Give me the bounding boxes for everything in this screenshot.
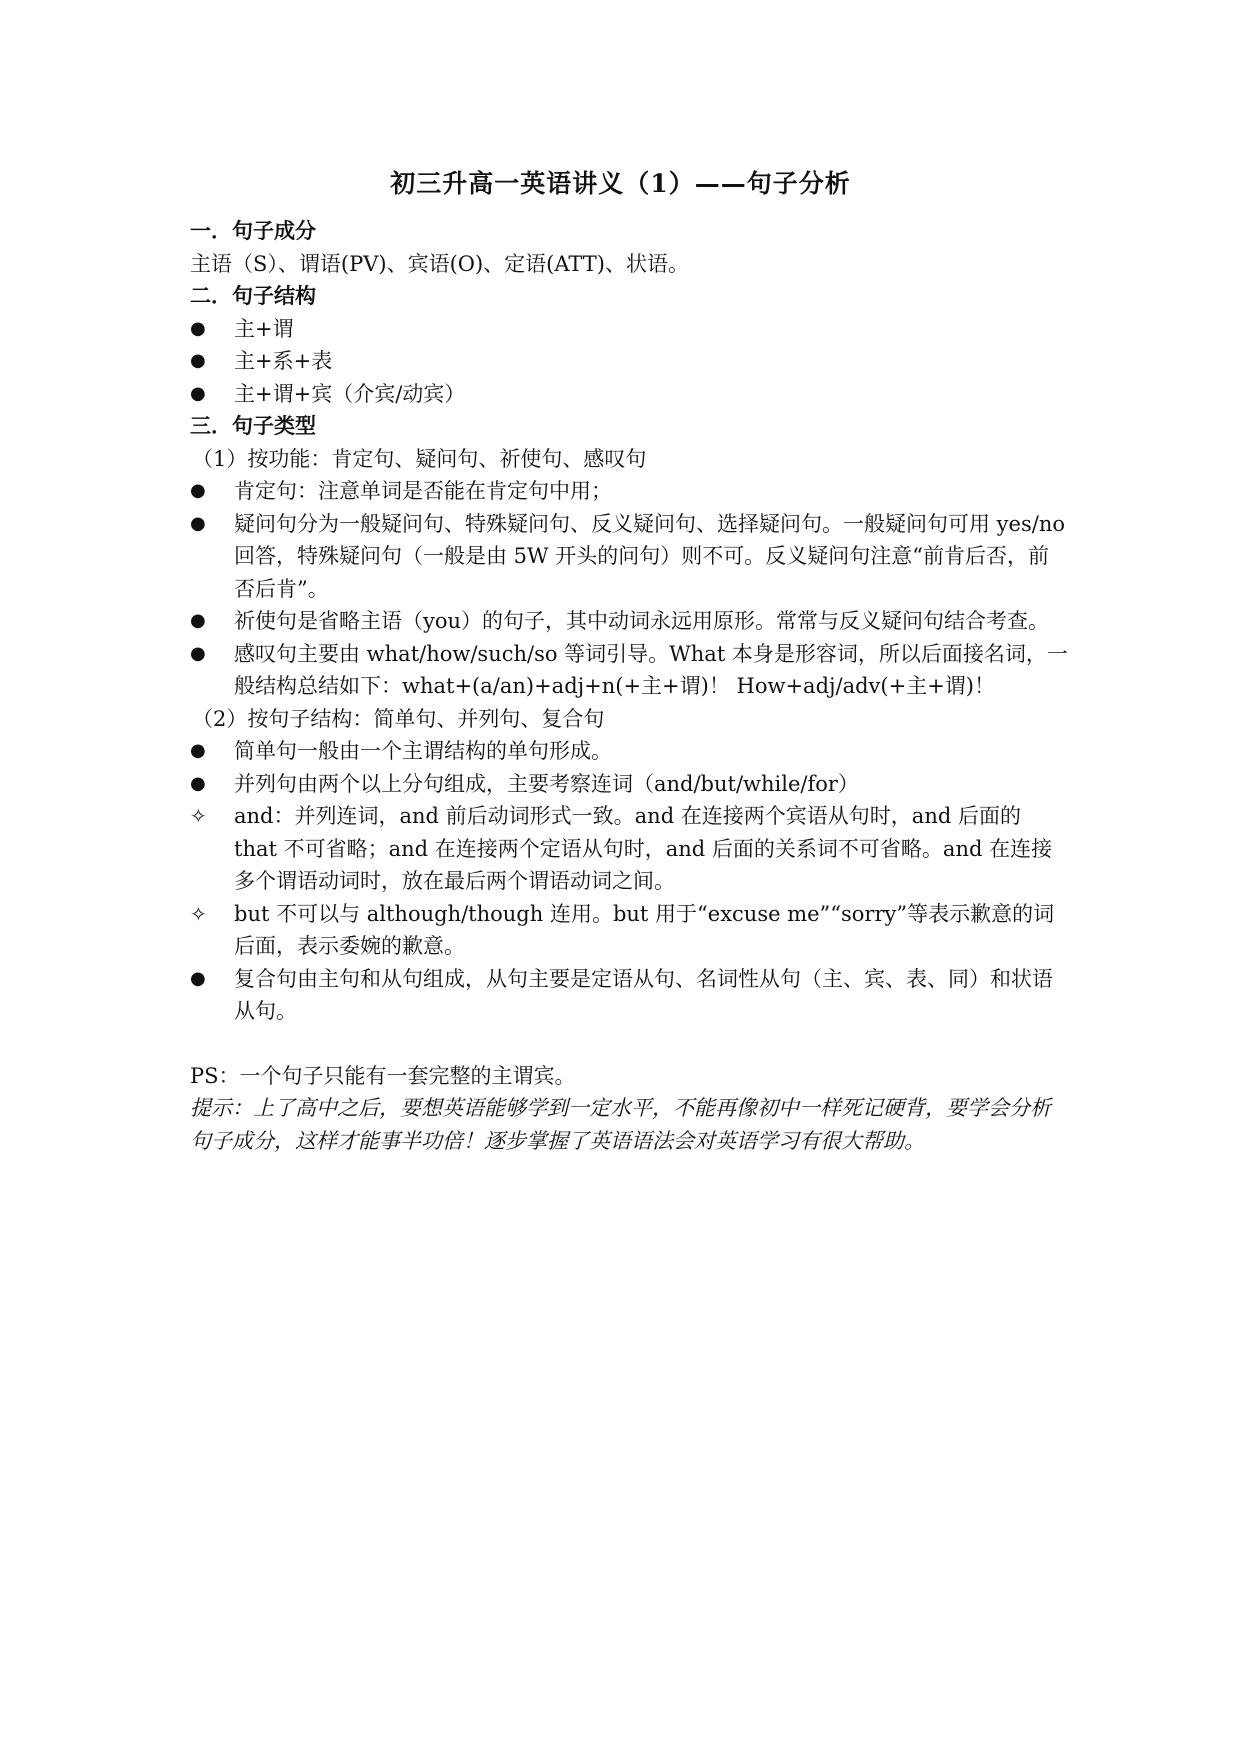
diamond-icon: ✧ — [190, 804, 207, 828]
bullet-icon: ● — [190, 317, 206, 339]
diamond-icon: ✧ — [190, 901, 207, 926]
list-item-text: 并列句由两个以上分句组成，主要考察连词（and/but/while/for） — [234, 771, 859, 796]
bullet-icon: ● — [190, 350, 206, 371]
list-item-text: 主+系+表 — [234, 349, 333, 373]
list-item — [190, 605, 1070, 638]
document-body — [190, 215, 1070, 1157]
section-heading-types: 三．句子类型 — [190, 413, 316, 438]
document-title: 初三升高一英语讲义（1）——句子分析 — [390, 169, 851, 198]
list-item — [190, 313, 1070, 346]
list-item — [190, 768, 1070, 801]
bullet-icon: ● — [190, 512, 206, 534]
bullet-icon: ● — [190, 642, 206, 664]
list-item-text: 主+谓+宾（介宾/动宾） — [234, 381, 466, 406]
list-item — [190, 345, 1070, 378]
list-item-text: but 不可以与 although/though 连用。but 用于“excuse me”“sorry”等表示歉意的词后面，表示委婉的歉意。 — [234, 901, 1055, 958]
paragraph-spacer — [190, 1028, 1070, 1060]
bullet-icon: ● — [190, 740, 206, 761]
list-item — [190, 508, 1070, 606]
list-item-text: 主+谓 — [234, 316, 294, 341]
ps-note: PS：一个句子只能有一套完整的主谓宾。 — [190, 1063, 576, 1088]
bullet-icon: ● — [190, 610, 206, 631]
list-item — [190, 898, 1070, 963]
list-item — [190, 475, 1070, 508]
list-item — [190, 638, 1070, 703]
bullet-icon: ● — [190, 772, 206, 794]
list-item-text: 疑问句分为一般疑问句、特殊疑问句、反义疑问句、选择疑问句。一般疑问句可用 yes/no 回答，特殊疑问句（一般是由 5W 开头的问句）则不可。反义疑问句注意“前肯后否，前否后肯”。 — [234, 511, 1065, 601]
list-item-text: 复合句由主句和从句组成，从句主要是定语从句、名词性从句（主、宾、表、同）和状语从句。 — [234, 966, 1053, 1023]
list-item-text: and：并列连词，and 前后动词形式一致。and 在连接两个宾语从句时，and 后面的 that 不可省略；and 在连接两个定语从句时，and 后面的关系词不可省略。and 在连接多个谓语动词时，放在最后两个谓语动词之间。 — [234, 804, 1053, 893]
subheading-by-function: （1）按功能：肯定句、疑问句、祈使句、感叹句 — [192, 446, 647, 471]
list-item — [190, 378, 1070, 411]
list-item — [190, 963, 1070, 1028]
list-item-text: 感叹句主要由 what/how/such/so 等词引导。What 本身是形容词，所以后面接名词，一般结构总结如下：what+(a/an)+adj+n(+主+谓)！ How+adj/adv(+主+谓)！ — [234, 641, 1068, 698]
list-item-text: 简单句一般由一个主谓结构的单句形成。 — [234, 739, 612, 763]
list-item — [190, 800, 1070, 898]
tip-note: 提示：上了高中之后，要想英语能够学到一定水平，不能再像初中一样死记硬背，要学会分析句子成分，这样才能事半功倍！逐步掌握了英语语法会对英语学习有很大帮助。 — [190, 1096, 1051, 1153]
components-text: 主语（S）、谓语(PV)、宾语(O)、定语(ATT)、状语。 — [190, 251, 689, 276]
subheading-by-structure: （2）按句子结构：简单句、并列句、复合句 — [192, 706, 605, 731]
list-item-text: 肯定句：注意单词是否能在肯定句中用； — [234, 479, 612, 503]
bullet-icon: ● — [190, 382, 206, 404]
bullet-icon: ● — [190, 967, 206, 989]
bullet-icon: ● — [190, 480, 206, 501]
list-item — [190, 735, 1070, 768]
section-heading-components: 一．句子成分 — [190, 218, 316, 243]
list-item-text: 祈使句是省略主语（you）的句子，其中动词永远用原形。常常与反义疑问句结合考查。 — [234, 609, 1050, 633]
section-heading-structure: 二．句子结构 — [190, 283, 316, 308]
